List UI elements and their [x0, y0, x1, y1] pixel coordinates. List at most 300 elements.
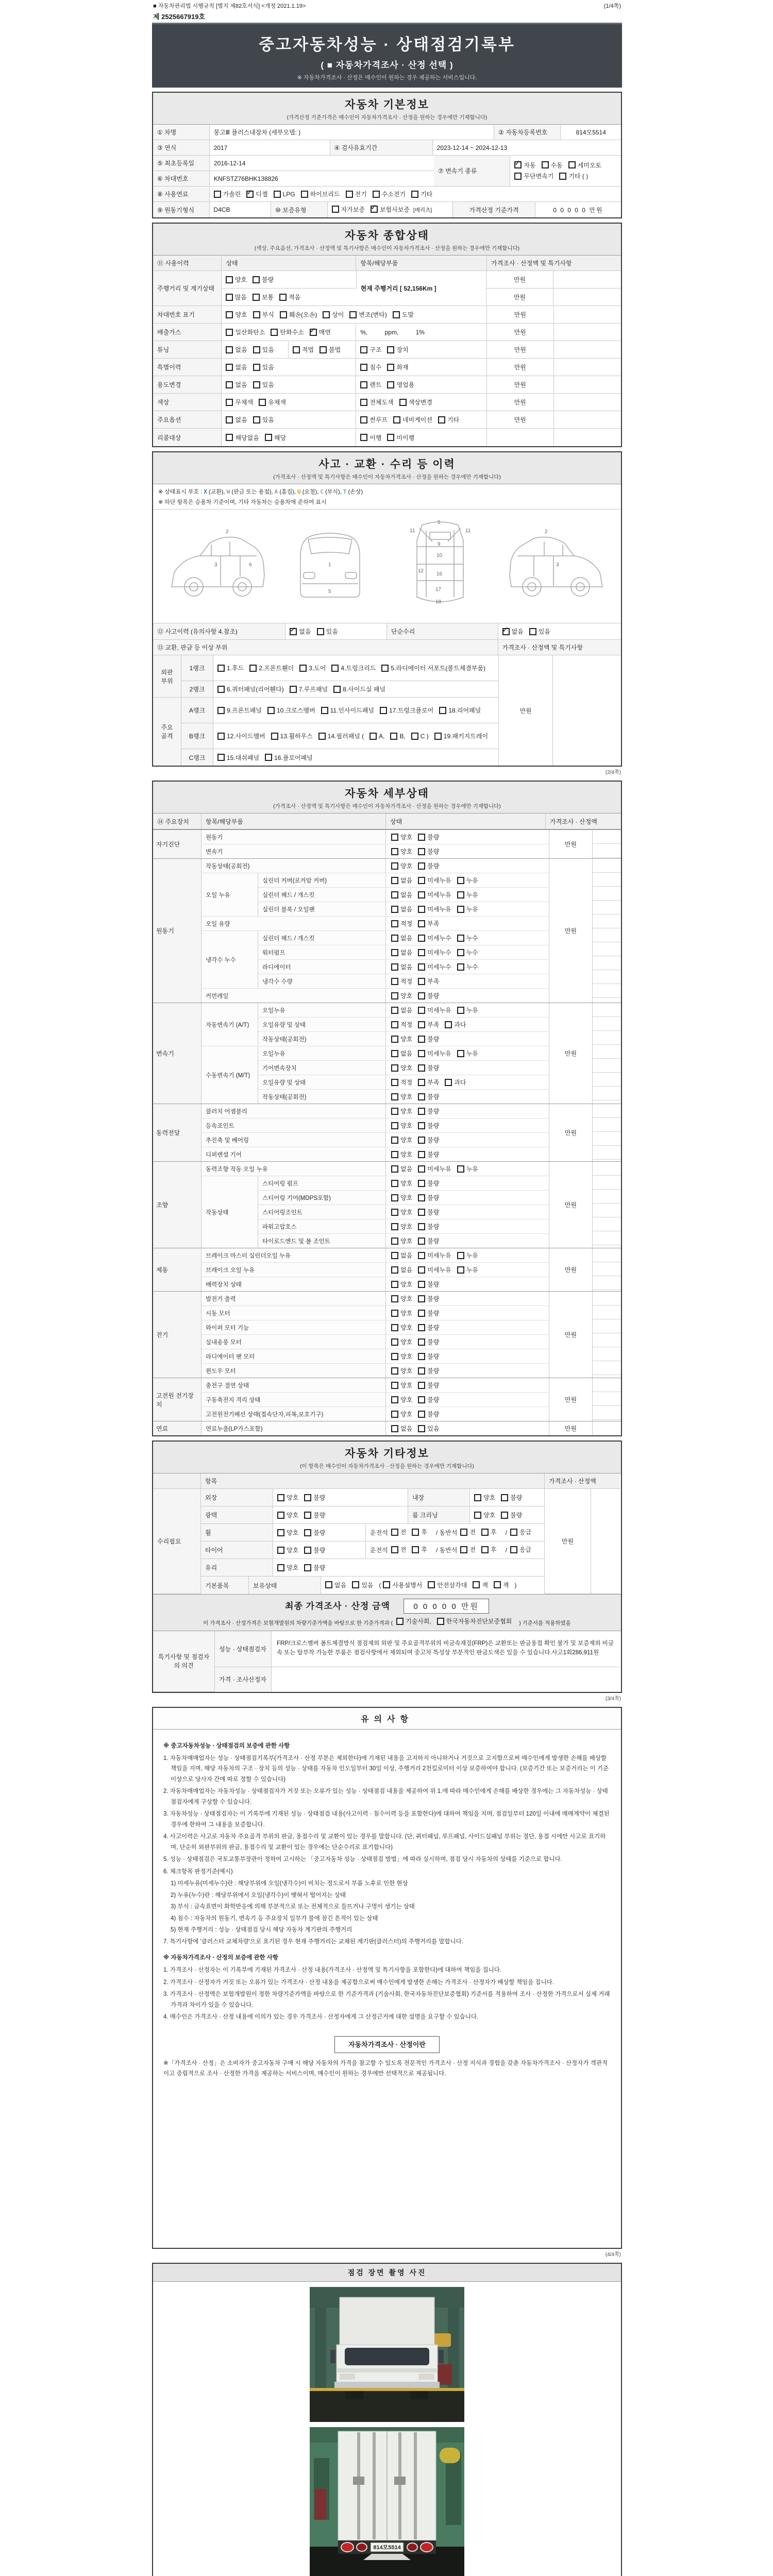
- checkbox-label: 양호: [400, 1137, 413, 1144]
- group-powertrain: 동력전달 클러치 어셈블리 양호 불량 등속죠인트 양호 불량 추진축 및 베어링 양호 불량 디퍼렌셜 기어 양호 불량 만원: [153, 1104, 621, 1161]
- group-price: 만원: [549, 859, 592, 1003]
- checkbox-label: 변조(변타): [359, 311, 387, 318]
- notice-heading-2: ※ 자동차가격조사 · 산정의 보증에 관한 사항: [163, 1954, 279, 1961]
- checkbox[interactable]: [226, 364, 233, 371]
- checkbox[interactable]: [418, 1180, 425, 1187]
- value-base-price: 0 0 0 0 0 만원: [553, 206, 603, 214]
- special-options: [222, 359, 356, 376]
- tuning-legal-options: [289, 341, 356, 359]
- checkbox[interactable]: [387, 434, 394, 441]
- checkbox[interactable]: [391, 978, 398, 985]
- checkbox[interactable]: [418, 1238, 425, 1245]
- checkbox[interactable]: [391, 935, 398, 942]
- checkbox[interactable]: [391, 906, 398, 913]
- checkbox[interactable]: [387, 381, 394, 388]
- checkbox[interactable]: [387, 364, 394, 371]
- notice-item: 3. 자동차성능 · 상태점검자는 이 기록부에 기재된 성능 · 상태점검 내용(사고이력 · 침수이력 등을 포함한다)에 대하여 책임을 지며, 점검일부터 120일 이내에 매매계약이 체결된 경우에 한하여 그 내용을 보증합니다.: [163, 1811, 610, 1828]
- checkbox[interactable]: [445, 1079, 452, 1086]
- checkbox[interactable]: [226, 294, 233, 301]
- checkbox[interactable]: [391, 1324, 398, 1331]
- recall-options: [222, 429, 356, 446]
- checkbox[interactable]: [391, 862, 398, 870]
- checkbox[interactable]: [418, 1338, 425, 1346]
- checkbox-label: 전: [400, 1529, 407, 1536]
- tuning-options: [222, 341, 288, 359]
- checkbox[interactable]: [514, 173, 522, 180]
- checkbox[interactable]: [418, 1367, 425, 1375]
- checkbox[interactable]: [391, 1064, 398, 1072]
- checkbox[interactable]: [434, 733, 442, 740]
- checkbox[interactable]: [304, 1564, 311, 1571]
- checkbox[interactable]: [418, 1310, 425, 1317]
- checkbox[interactable]: [393, 416, 400, 423]
- checkbox[interactable]: [391, 1036, 398, 1043]
- checkbox-label: 수동: [550, 161, 563, 169]
- checkbox-label: 미세누유: [427, 891, 451, 899]
- checkbox[interactable]: [457, 1050, 464, 1057]
- checkbox-label: 11.인사이드패널: [330, 707, 374, 714]
- checkbox[interactable]: [217, 733, 225, 740]
- checkbox[interactable]: [474, 1494, 481, 1501]
- checkbox[interactable]: [568, 161, 576, 168]
- checkbox[interactable]: [391, 1021, 398, 1028]
- checkbox[interactable]: [510, 1529, 517, 1536]
- checkbox[interactable]: [418, 1411, 425, 1418]
- checkbox[interactable]: [321, 707, 328, 714]
- checkbox[interactable]: [418, 1281, 425, 1288]
- rank1-options: [213, 655, 498, 681]
- checkbox[interactable]: [418, 1137, 425, 1144]
- group-remark: [592, 1292, 621, 1378]
- checkbox[interactable]: [391, 1266, 398, 1274]
- checkbox-label: 미세누유: [427, 1050, 451, 1057]
- etc-subtitle: (이 항목은 매수인이 자동차가격조사 · 산정을 원하는 경우에만 기재합니다): [299, 1463, 475, 1469]
- checkbox[interactable]: [445, 1021, 452, 1028]
- checkbox-label: 누유: [466, 1007, 478, 1014]
- checkbox[interactable]: [418, 1425, 425, 1432]
- checkbox-label: 세미오토: [577, 161, 602, 169]
- checkbox[interactable]: [332, 206, 339, 213]
- page-indicator-1: (1/4쪽): [603, 3, 621, 9]
- checkbox-label: 가솔린: [223, 191, 241, 198]
- notice-item: 3. 가격조사 · 산정액은 보험개발원이 정한 차량기준가액을 바탕으로 한 기준가격과 (기술사회, 한국자동차진단보증협회) 기준서를 적용하여 조사 · 산정한 가격으로서 실제 거래가격과 차이가 있을 수 있습니다.: [163, 1991, 610, 2008]
- checkbox[interactable]: [391, 877, 398, 884]
- checkbox[interactable]: [457, 1266, 464, 1274]
- checkbox[interactable]: [246, 191, 254, 198]
- checkbox[interactable]: [360, 434, 367, 441]
- checkbox[interactable]: [226, 329, 233, 336]
- checkbox[interactable]: [418, 1151, 425, 1158]
- detail-subtitle: (가격조사 · 산정액 및 특기사항은 매수인이 자동차가격조사 · 산정을 원하는 경우에만 기재합니다): [273, 803, 501, 809]
- checkbox[interactable]: [253, 311, 260, 318]
- checkbox-label: 부족: [427, 1021, 440, 1028]
- checkbox[interactable]: [317, 628, 324, 635]
- checkbox-label: 양호: [400, 1324, 413, 1331]
- checkbox[interactable]: [391, 1122, 398, 1129]
- group-brake: 제동 브레이크 마스터 실린더오일 누유 없음 미세누유 누유 브레이크 오일 누유 없음 미세누유 누유 배력장치 상태 양호 불량 만원: [153, 1248, 621, 1291]
- checkbox[interactable]: [226, 276, 233, 283]
- checkbox[interactable]: [301, 191, 308, 198]
- checkbox-label: 불량: [427, 1324, 440, 1331]
- checkbox[interactable]: [304, 1547, 311, 1554]
- checkbox-label: 양호: [400, 1093, 413, 1100]
- checkbox-label: 누유: [466, 891, 478, 899]
- checkbox[interactable]: [418, 1079, 425, 1086]
- checkbox[interactable]: [249, 665, 257, 672]
- checkbox[interactable]: [391, 1367, 398, 1375]
- checkbox-label: 없음: [235, 346, 247, 353]
- checkbox[interactable]: [457, 906, 464, 913]
- overall-title: 자동차 종합상태: [345, 230, 429, 242]
- checkbox-label: 6.쿼터패널(리어휀다): [227, 686, 284, 693]
- checkbox[interactable]: [418, 906, 425, 913]
- checkbox[interactable]: [412, 1546, 419, 1553]
- checkbox[interactable]: [253, 364, 260, 371]
- checkbox[interactable]: [418, 1223, 425, 1230]
- checkbox-label: 불량: [427, 1064, 440, 1072]
- checkbox[interactable]: [293, 346, 300, 353]
- checkbox[interactable]: [391, 1281, 398, 1288]
- checkbox[interactable]: [391, 1151, 398, 1158]
- checkbox[interactable]: [274, 191, 281, 198]
- checkbox[interactable]: [277, 1494, 284, 1501]
- checkbox[interactable]: [226, 311, 233, 318]
- checkbox[interactable]: [418, 949, 425, 956]
- checkbox[interactable]: [481, 1546, 489, 1553]
- checkbox-label: 양호: [287, 1512, 299, 1519]
- main-frame-label: 주요 골격: [153, 698, 181, 766]
- checkbox[interactable]: [290, 686, 297, 693]
- main-option-kind: [356, 411, 487, 429]
- checkbox[interactable]: [277, 1564, 284, 1571]
- checkbox[interactable]: [391, 1108, 398, 1115]
- checkbox[interactable]: [383, 1581, 390, 1588]
- checkbox[interactable]: [277, 1512, 284, 1519]
- checkbox[interactable]: [391, 1050, 398, 1057]
- checkbox[interactable]: [418, 920, 425, 927]
- checkbox[interactable]: [418, 1324, 425, 1331]
- warranty-options: [328, 202, 453, 217]
- checkbox[interactable]: [391, 1180, 398, 1187]
- checkbox[interactable]: [474, 1512, 481, 1519]
- checkbox[interactable]: [390, 733, 397, 740]
- checkbox[interactable]: [418, 935, 425, 942]
- color-options: [222, 394, 356, 411]
- checkbox[interactable]: [352, 1581, 359, 1588]
- photo-license-plate: 814모5514: [373, 2544, 401, 2551]
- checkbox[interactable]: [226, 416, 233, 423]
- checkbox[interactable]: [457, 891, 464, 899]
- checkbox[interactable]: [418, 1093, 425, 1100]
- checkbox[interactable]: [481, 1529, 489, 1536]
- checkbox[interactable]: [418, 1295, 425, 1302]
- checkbox[interactable]: [439, 707, 446, 714]
- checkbox[interactable]: [369, 733, 377, 740]
- checkbox[interactable]: [411, 191, 418, 198]
- checkbox[interactable]: [457, 935, 464, 942]
- section-photos: [152, 2263, 622, 2576]
- checkbox[interactable]: [418, 1396, 425, 1403]
- checkbox[interactable]: [412, 1529, 419, 1536]
- checkbox-label: 후: [421, 1546, 427, 1554]
- checkbox[interactable]: [391, 1007, 398, 1014]
- tire-label: 타이어: [201, 1541, 273, 1559]
- checkbox[interactable]: [391, 1546, 398, 1553]
- checkbox[interactable]: [360, 364, 367, 371]
- checkbox[interactable]: [387, 346, 394, 353]
- checkbox[interactable]: [457, 1252, 464, 1259]
- checkbox-label: 일산화탄소: [235, 329, 265, 336]
- checkbox-label: 있음: [262, 364, 274, 371]
- checkbox[interactable]: [310, 329, 317, 336]
- checkbox[interactable]: [217, 665, 225, 672]
- checkbox[interactable]: [418, 1266, 425, 1274]
- checkbox[interactable]: [391, 1137, 398, 1144]
- checkbox[interactable]: [460, 1546, 467, 1553]
- checkbox[interactable]: [391, 1353, 398, 1360]
- checkbox[interactable]: [217, 754, 225, 761]
- checkbox[interactable]: [418, 1194, 425, 1201]
- checkbox[interactable]: [304, 1529, 311, 1536]
- checkbox[interactable]: [360, 381, 367, 388]
- svg-text:3: 3: [214, 562, 217, 568]
- checkbox[interactable]: [418, 1050, 425, 1057]
- checkbox[interactable]: [418, 1252, 425, 1259]
- frame-remark-cell: [553, 655, 621, 766]
- checkbox[interactable]: [502, 628, 510, 635]
- checkbox[interactable]: [253, 381, 260, 388]
- checkbox[interactable]: [391, 920, 398, 927]
- checkbox[interactable]: [473, 1581, 480, 1588]
- checkbox[interactable]: [501, 1512, 508, 1519]
- checkbox[interactable]: [277, 1529, 284, 1536]
- checkbox[interactable]: [418, 1353, 425, 1360]
- checkbox[interactable]: [391, 1425, 398, 1432]
- checkbox[interactable]: [399, 399, 407, 406]
- checkbox[interactable]: [214, 191, 221, 198]
- checkbox[interactable]: [391, 1396, 398, 1403]
- checkbox[interactable]: [437, 1618, 444, 1625]
- checkbox[interactable]: [391, 992, 398, 999]
- checkbox[interactable]: [393, 311, 400, 318]
- group-remark: [592, 830, 621, 858]
- checkbox[interactable]: [428, 1581, 435, 1588]
- checkbox[interactable]: [418, 877, 425, 884]
- checkbox[interactable]: [333, 686, 341, 693]
- checkbox[interactable]: [391, 1223, 398, 1230]
- checkbox[interactable]: [418, 1108, 425, 1115]
- checkbox[interactable]: [457, 1007, 464, 1014]
- checkbox[interactable]: [391, 1079, 398, 1086]
- label-transmission: ⑦ 변속기 종류: [434, 156, 510, 187]
- checkbox[interactable]: [391, 1093, 398, 1100]
- checkbox-label: 13.휠하우스: [280, 733, 313, 740]
- checkbox-label: 5.라디에이터 서포트(볼트체결부품): [391, 665, 485, 672]
- checkbox[interactable]: [391, 848, 398, 855]
- checkbox[interactable]: [271, 329, 278, 336]
- checkbox[interactable]: [418, 862, 425, 870]
- final-price-label: 최종 가격조사 · 산정 금액: [285, 1601, 390, 1611]
- checkbox-label: 불량: [313, 1494, 326, 1501]
- rank1-label: 1랭크: [181, 655, 213, 681]
- section-overall-state: [152, 223, 622, 447]
- checkbox[interactable]: [418, 1064, 425, 1072]
- checkbox[interactable]: [391, 834, 398, 841]
- checkbox[interactable]: [267, 707, 275, 714]
- label-vin: ⑥ 차대번호: [153, 171, 210, 187]
- checkbox[interactable]: [510, 1546, 517, 1553]
- checkbox[interactable]: [271, 733, 278, 740]
- checkbox[interactable]: [396, 1618, 404, 1625]
- checkbox[interactable]: [253, 416, 260, 423]
- checkbox[interactable]: [529, 628, 536, 635]
- checkbox[interactable]: [371, 206, 378, 213]
- checkbox[interactable]: [457, 949, 464, 956]
- form-reference: ■ 자동차관리법 시행규칙 [별지 제82호서식] <개정 2021.1.19>: [153, 3, 306, 9]
- checkbox-label: 불법: [329, 346, 341, 353]
- checkbox[interactable]: [418, 963, 425, 971]
- value-vin: KNFSTZ76BHK138826: [210, 171, 434, 187]
- checkbox[interactable]: [391, 1194, 398, 1201]
- checkbox[interactable]: [360, 416, 367, 423]
- color-kind-options: [356, 394, 487, 411]
- checkbox[interactable]: [559, 173, 566, 180]
- checkbox-label: 자가보증: [341, 206, 365, 213]
- checkbox[interactable]: [226, 399, 233, 406]
- checkbox[interactable]: [418, 1165, 425, 1173]
- checkbox-label: 응급: [519, 1546, 532, 1554]
- checkbox[interactable]: [457, 963, 464, 971]
- checkbox-label: 미세누유: [427, 1007, 451, 1014]
- checkbox[interactable]: [391, 891, 398, 899]
- checkbox[interactable]: [323, 311, 330, 318]
- checkbox[interactable]: [418, 1036, 425, 1043]
- checkbox[interactable]: [391, 1209, 398, 1216]
- checkbox-label: 17.트렁크플로어: [389, 707, 434, 714]
- checkbox-label: 양호: [400, 1295, 413, 1302]
- checkbox[interactable]: [259, 399, 266, 406]
- checkbox[interactable]: [299, 665, 307, 672]
- checkbox[interactable]: [320, 346, 327, 353]
- checkbox[interactable]: [318, 733, 326, 740]
- rank2-label: 2랭크: [181, 681, 213, 698]
- checkbox[interactable]: [391, 1252, 398, 1259]
- checkbox-label: 불량: [427, 1281, 440, 1288]
- checkbox[interactable]: [360, 346, 367, 353]
- checkbox[interactable]: [457, 1165, 464, 1173]
- checkbox[interactable]: [418, 1209, 425, 1216]
- checkbox[interactable]: [391, 1165, 398, 1173]
- checkbox-label: 15.대쉬패널: [227, 754, 260, 761]
- checkbox[interactable]: [391, 963, 398, 971]
- checkbox[interactable]: [411, 733, 418, 740]
- checkbox-label: 양호: [400, 1180, 413, 1187]
- checkbox[interactable]: [280, 311, 287, 318]
- page-indicator-3: (3/4쪽): [605, 1696, 621, 1702]
- checkbox[interactable]: [331, 665, 339, 672]
- checkbox-label: 상이: [332, 311, 344, 318]
- checkbox[interactable]: [418, 834, 425, 841]
- checkbox[interactable]: [253, 294, 260, 301]
- checkbox[interactable]: [418, 1021, 425, 1028]
- notice-body: [153, 1730, 621, 2089]
- checkbox[interactable]: [325, 1581, 332, 1588]
- remark-cell: [554, 359, 621, 376]
- checkbox[interactable]: [418, 1382, 425, 1389]
- checkbox[interactable]: [391, 949, 398, 956]
- checkbox[interactable]: [304, 1494, 311, 1501]
- checkbox-label: 부족: [427, 920, 440, 927]
- checkbox[interactable]: [373, 191, 380, 198]
- checkbox-label: 불량: [510, 1494, 523, 1501]
- checkbox[interactable]: [226, 346, 233, 353]
- checkbox-label: 없음: [299, 628, 311, 635]
- checkbox[interactable]: [391, 1238, 398, 1245]
- checkbox[interactable]: [418, 1007, 425, 1014]
- checkbox[interactable]: [391, 1295, 398, 1302]
- fuel-options: [210, 187, 621, 202]
- checkbox[interactable]: [542, 161, 549, 168]
- checkbox[interactable]: [391, 1338, 398, 1346]
- checkbox[interactable]: [226, 434, 233, 441]
- checkbox[interactable]: [380, 707, 387, 714]
- checkbox[interactable]: [514, 161, 522, 168]
- checkbox-label: 안전삼각대: [437, 1581, 467, 1589]
- value-inspection-valid: 2023-12-14 ~ 2024-12-13: [433, 140, 621, 156]
- checkbox[interactable]: [418, 992, 425, 999]
- checkbox[interactable]: [391, 1310, 398, 1317]
- checkbox[interactable]: [501, 1494, 508, 1501]
- group-engine: 원동기 작동상태(공회전) 양호 불량 오일 누유 실린더 커버(로커암 커버) 없음 미세누유 누유 실린더 헤드 / 개스킷 없음 미세누유 누유 실린더 블록 / 오일팬 없음 미세누유 누유 오일 유량 적정 부족 냉각수 누수 실린더 헤드 / 개스킷 없음 미세누수 누수 워터펌프 없음 미세누수 누수 라디에이터 없음 미세누수 누수 냉각수 수량 적정 부족 커먼레일 양호 불량 만원: [153, 858, 621, 1003]
- group-transmission: 변속기 자동변속기 (A/T) 오일누유 없음 미세누유 누유 오일유량 및 상태 적정 부족 과다 작동상태(공회전) 양호 불량 수동변속기 (M/T) 오일누유 없음 미세누유 누유 기어변속장치 양호 불량 오일유량 및 상태 적정 부족 과다 작동상태(공회전) 양호 불량 만원: [153, 1003, 621, 1104]
- checkbox[interactable]: [381, 665, 389, 672]
- checkbox[interactable]: [265, 434, 272, 441]
- checkbox[interactable]: [217, 686, 225, 693]
- checkbox[interactable]: [391, 1382, 398, 1389]
- checkbox[interactable]: [418, 891, 425, 899]
- svg-text:6: 6: [249, 562, 252, 568]
- checkbox-label: 19.패키지트레이: [443, 733, 489, 740]
- checkbox-label: 양호: [400, 1122, 413, 1129]
- checkbox[interactable]: [418, 1122, 425, 1129]
- checkbox[interactable]: [391, 1529, 398, 1536]
- checkbox[interactable]: [279, 294, 287, 301]
- checkbox[interactable]: [438, 416, 445, 423]
- checkbox-label: B,: [399, 732, 406, 740]
- checkbox-label: 없음: [400, 1266, 413, 1274]
- overall-header-usage: ⑪ 사용이력: [153, 256, 222, 271]
- checkbox[interactable]: [277, 1547, 284, 1554]
- checkbox[interactable]: [265, 754, 272, 761]
- checkbox[interactable]: [346, 191, 353, 198]
- checkbox[interactable]: [391, 1411, 398, 1418]
- checkbox[interactable]: [360, 399, 367, 406]
- checkbox[interactable]: [494, 1581, 501, 1588]
- checkbox-label: 양호: [234, 276, 247, 283]
- checkbox[interactable]: [418, 978, 425, 985]
- checkbox[interactable]: [457, 877, 464, 884]
- checkbox-label: 불량: [427, 1295, 440, 1302]
- checkbox[interactable]: [304, 1512, 311, 1519]
- checkbox[interactable]: [349, 311, 357, 318]
- checkbox[interactable]: [217, 707, 225, 714]
- checkbox[interactable]: [226, 381, 233, 388]
- checkbox[interactable]: [460, 1529, 467, 1536]
- checkbox[interactable]: [418, 848, 425, 855]
- checkbox[interactable]: [290, 628, 297, 635]
- checkbox[interactable]: [253, 276, 260, 283]
- checkbox[interactable]: [253, 346, 260, 353]
